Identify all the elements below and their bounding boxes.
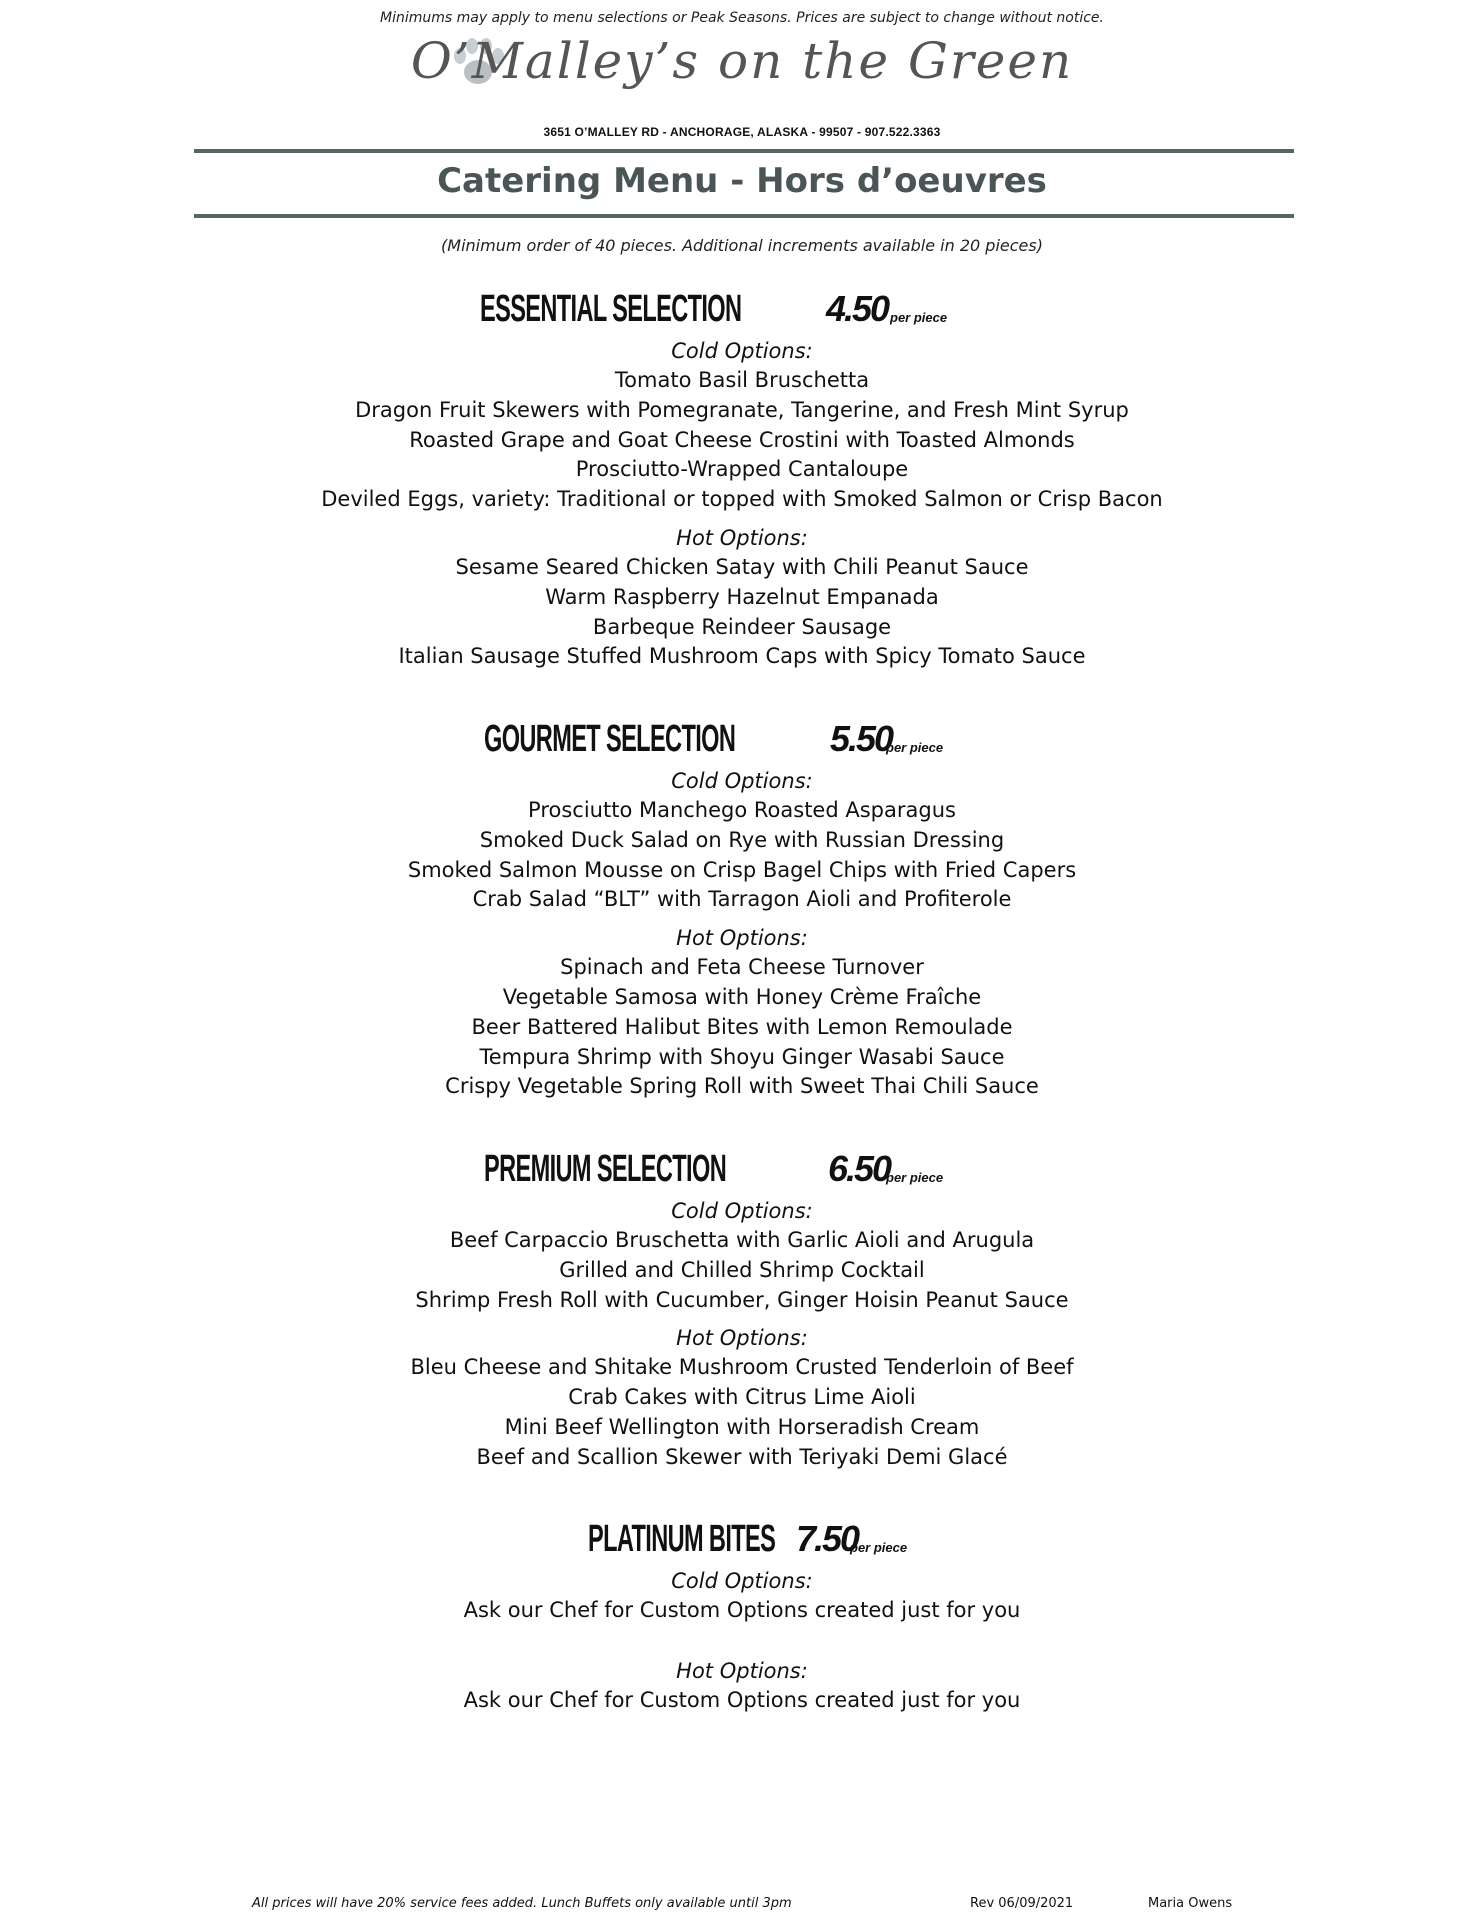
menu-item: Vegetable Samosa with Honey Crème Fraîche bbox=[502, 984, 982, 1009]
page-title: Catering Menu - Hors d’oeuvres bbox=[437, 161, 1047, 201]
section-header bbox=[0, 286, 1484, 336]
menu-item: Prosciutto-Wrapped Cantaloupe bbox=[575, 457, 909, 482]
section-header bbox=[0, 1146, 1484, 1196]
menu-item: Italian Sausage Stuffed Mushroom Caps with Spicy Tomato Sauce bbox=[398, 644, 1086, 669]
menu-item: Beer Battered Halibut Bites with Lemon Remoulade bbox=[471, 1014, 1013, 1039]
menu-item: Ask our Chef for Custom Options created just for you bbox=[463, 1687, 1021, 1712]
section-price: 7.50 bbox=[796, 1518, 859, 1559]
minimum-note: (Minimum order of 40 pieces. Additional increments available in 20 pieces) bbox=[441, 236, 1043, 255]
per-piece-label: per piece bbox=[890, 310, 948, 325]
menu-item: Ask our Chef for Custom Options created just for you bbox=[463, 1598, 1021, 1622]
section-header bbox=[0, 716, 1484, 766]
section-gourmet bbox=[0, 716, 1484, 1102]
menu-item: Crab Cakes with Citrus Lime Aioli bbox=[568, 1385, 916, 1410]
section-platinum bbox=[0, 1516, 1484, 1716]
section-name: PLATINUM BITES bbox=[588, 1518, 776, 1560]
hot-options-heading: Hot Options: bbox=[676, 1326, 808, 1351]
section-premium bbox=[0, 1146, 1484, 1473]
per-piece-label: per piece bbox=[886, 1170, 944, 1185]
section-essential bbox=[0, 286, 1484, 672]
menu-item: Dragon Fruit Skewers with Pomegranate, Tangerine, and Fresh Mint Syrup bbox=[355, 397, 1129, 422]
divider-top bbox=[194, 149, 1294, 153]
section-name: GOURMET SELECTION bbox=[484, 718, 736, 760]
cold-options-heading: Cold Options: bbox=[671, 1569, 813, 1593]
menu-item: Grilled and Chilled Shrimp Cocktail bbox=[559, 1257, 925, 1282]
per-piece-label: per piece bbox=[850, 1540, 908, 1555]
logo-text: O’Malley’s on the Green bbox=[410, 32, 1074, 90]
section-name: PREMIUM SELECTION bbox=[484, 1148, 727, 1190]
section-name: ESSENTIAL SELECTION bbox=[480, 288, 742, 330]
hot-options-heading: Hot Options: bbox=[676, 1658, 808, 1683]
menu-item: Mini Beef Wellington with Horseradish Cream bbox=[504, 1414, 980, 1439]
menu-item: Shrimp Fresh Roll with Cucumber, Ginger Hoisin Peanut Sauce bbox=[415, 1287, 1069, 1312]
menu-item: Spinach and Feta Cheese Turnover bbox=[560, 955, 924, 980]
cold-options-heading: Cold Options: bbox=[671, 769, 813, 793]
hot-options-heading: Hot Options: bbox=[676, 525, 808, 550]
per-piece-label: per piece bbox=[886, 740, 944, 755]
menu-item: Roasted Grape and Goat Cheese Crostini with Toasted Almonds bbox=[409, 427, 1075, 452]
section-header bbox=[0, 1516, 1484, 1566]
menu-item: Barbeque Reindeer Sausage bbox=[592, 614, 892, 639]
menu-item: Bleu Cheese and Shitake Mushroom Crusted Tenderloin of Beef bbox=[410, 1355, 1074, 1380]
menu-item: Beef and Scallion Skewer with Teriyaki Demi Glacé bbox=[476, 1444, 1008, 1469]
menu-item: Crab Salad “BLT” with Tarragon Aioli and Profiterole bbox=[472, 887, 1012, 912]
menu-item: Tomato Basil Bruschetta bbox=[614, 368, 870, 392]
menu-item: Sesame Seared Chicken Satay with Chili Peanut Sauce bbox=[455, 554, 1029, 579]
menu-item: Warm Raspberry Hazelnut Empanada bbox=[545, 584, 939, 609]
section-price: 5.50 bbox=[830, 718, 893, 759]
divider-bottom bbox=[194, 214, 1294, 218]
menu-item: Prosciutto Manchego Roasted Asparagus bbox=[528, 798, 956, 822]
section-price: 4.50 bbox=[826, 288, 889, 329]
hot-options-heading: Hot Options: bbox=[676, 926, 808, 951]
section-price: 6.50 bbox=[828, 1148, 891, 1189]
cold-options-heading: Cold Options: bbox=[671, 1199, 813, 1223]
logo bbox=[0, 32, 1484, 90]
address: 3651 O’MALLEY RD - ANCHORAGE, ALASKA - 99507 - 907.522.3363 bbox=[543, 125, 941, 139]
menu-item: Deviled Eggs, variety: Traditional or topped with Smoked Salmon or Crisp Bacon bbox=[321, 487, 1163, 512]
cold-options-heading: Cold Options: bbox=[671, 339, 813, 363]
author-name: Maria Owens bbox=[1148, 1896, 1233, 1911]
top-note: Minimums may apply to menu selections or Peak Seasons. Prices are subject to change without notice. bbox=[379, 10, 1104, 26]
footer-note: All prices will have 20% service fees added. Lunch Buffets only available until 3pm bbox=[252, 1896, 792, 1911]
menu-item: Tempura Shrimp with Shoyu Ginger Wasabi Sauce bbox=[479, 1044, 1005, 1069]
menu-item: Beef Carpaccio Bruschetta with Garlic Aioli and Arugula bbox=[449, 1228, 1035, 1252]
menu-item: Smoked Salmon Mousse on Crisp Bagel Chips with Fried Capers bbox=[407, 857, 1077, 882]
menu-item: Smoked Duck Salad on Rye with Russian Dressing bbox=[479, 827, 1005, 852]
revision-date: Rev 06/09/2021 bbox=[970, 1896, 1074, 1911]
menu-item: Crispy Vegetable Spring Roll with Sweet Thai Chili Sauce bbox=[445, 1074, 1039, 1099]
